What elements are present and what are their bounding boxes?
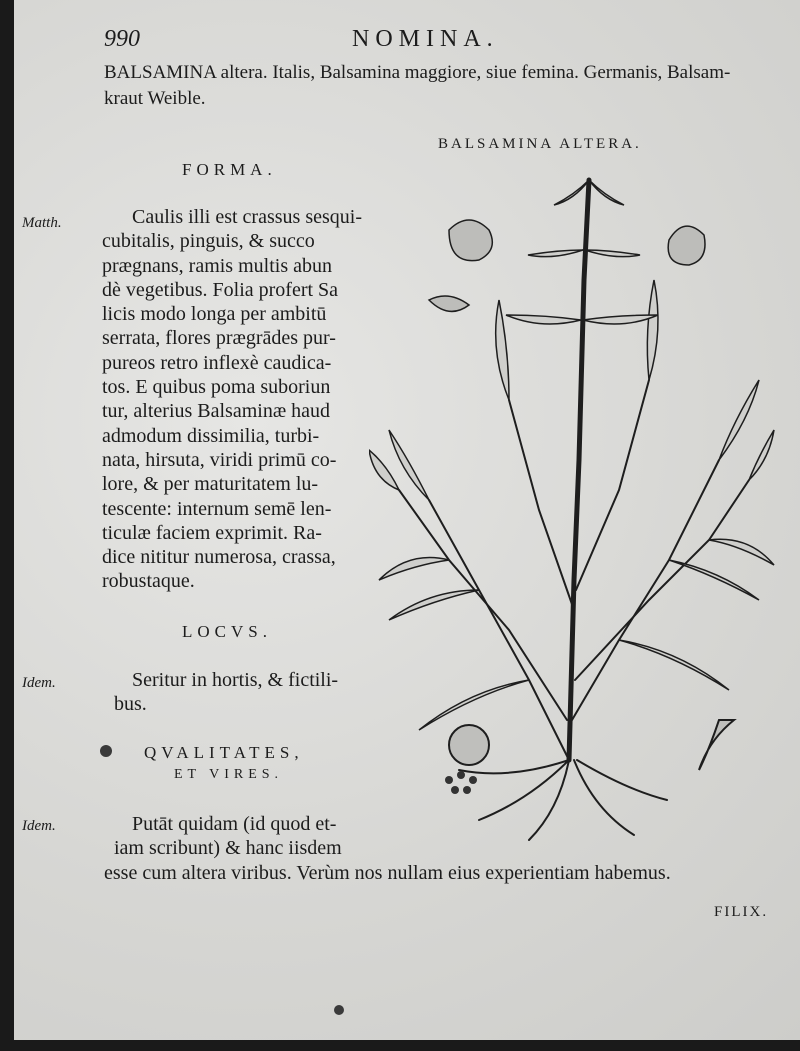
forma-paragraph: [102, 205, 362, 594]
flower: [449, 220, 492, 261]
locus-line: bus.: [114, 693, 147, 716]
leaf: [589, 180, 624, 205]
stem: [576, 380, 649, 590]
stem: [572, 460, 719, 720]
leaf: [619, 640, 729, 690]
qualitates-margin-note: Idem.: [22, 818, 56, 834]
locus-margin-note: Idem.: [22, 675, 56, 691]
stem: [509, 400, 574, 610]
qualitates-line: Putāt quidam (id quod et-: [132, 813, 337, 835]
page-number: 990: [104, 26, 140, 52]
stem: [569, 180, 589, 760]
leaf: [389, 590, 479, 620]
leaf: [379, 558, 449, 581]
flower: [429, 296, 469, 311]
seed: [463, 786, 471, 794]
balsamina-woodcut: [369, 160, 779, 860]
forma-line: Caulis illi est crassus sesqui-: [132, 206, 362, 228]
forma-line: tos. E quibus poma suboriun: [102, 376, 331, 399]
forma-line: dè vegetibus. Folia profert Sa: [102, 278, 339, 301]
flower: [668, 226, 705, 265]
forma-line: ticulæ faciem exprimit. Ra-: [102, 521, 322, 544]
ink-blot: [334, 1005, 344, 1015]
forma-line: tur, alterius Balsaminæ haud: [102, 400, 331, 423]
forma-heading: FORMA.: [182, 160, 277, 179]
leaf: [585, 250, 640, 257]
locus-heading: LOCVS.: [182, 622, 272, 641]
qualitates-heading: QVALITATES,: [144, 743, 304, 762]
catchword: FILIX.: [714, 904, 769, 920]
seed: [451, 786, 459, 794]
ink-blot: [100, 745, 112, 757]
names-line-1: BALSAMINA altera. Italis, Balsamina maggiore, siue femina. Germanis, Balsam-: [104, 62, 731, 83]
book-page: [14, 0, 800, 1040]
seed-pod: [449, 725, 489, 765]
qualitates-last-line: esse cum altera viribus. Verùm nos nullam eius experientiam habemus.: [104, 861, 671, 884]
leaf: [506, 315, 581, 324]
seed: [457, 771, 465, 779]
stem: [429, 500, 569, 760]
locus-paragraph: [114, 668, 338, 717]
running-head: NOMINA.: [352, 26, 499, 52]
leaf: [583, 315, 658, 324]
seed: [469, 776, 477, 784]
forma-line: lore, & per maturitatem lu-: [102, 473, 319, 496]
leaf: [554, 180, 589, 205]
leaf: [647, 280, 658, 380]
forma-line: tescente: internum semē len-: [102, 497, 332, 520]
names-line-2: kraut Weible.: [104, 88, 206, 109]
leaf: [389, 430, 429, 500]
leaf: [749, 430, 774, 480]
forma-line: pureos retro inflexè caudica-: [102, 351, 332, 374]
vires-heading: ET VIRES.: [174, 767, 284, 782]
leaf: [528, 250, 583, 257]
seed-leaf: [699, 720, 734, 770]
qualitates-line: iam scribunt) & hanc iisdem: [114, 837, 342, 860]
forma-line: licis modo longa per ambitū: [102, 303, 327, 326]
figure-caption: BALSAMINA ALTERA.: [438, 136, 642, 152]
leaf: [419, 680, 529, 730]
leaf: [369, 450, 399, 490]
forma-line: serrata, flores prægrādes pur-: [102, 327, 336, 350]
forma-line: admodum dissimilia, turbi-: [102, 424, 320, 447]
leaf: [719, 380, 759, 460]
seed: [445, 776, 453, 784]
leaf: [709, 539, 774, 565]
locus-line: Seritur in hortis, & fictili-: [132, 669, 339, 691]
forma-line: dice nititur numerosa, crassa,: [102, 546, 336, 569]
root: [459, 760, 667, 840]
forma-line: prægnans, ramis multis abun: [102, 254, 332, 277]
forma-line: cubitalis, pinguis, & succo: [102, 230, 315, 253]
forma-line: nata, hirsuta, viridi primū co-: [102, 448, 337, 471]
forma-line: robustaque.: [102, 570, 195, 593]
forma-margin-note: Matth.: [22, 215, 62, 231]
